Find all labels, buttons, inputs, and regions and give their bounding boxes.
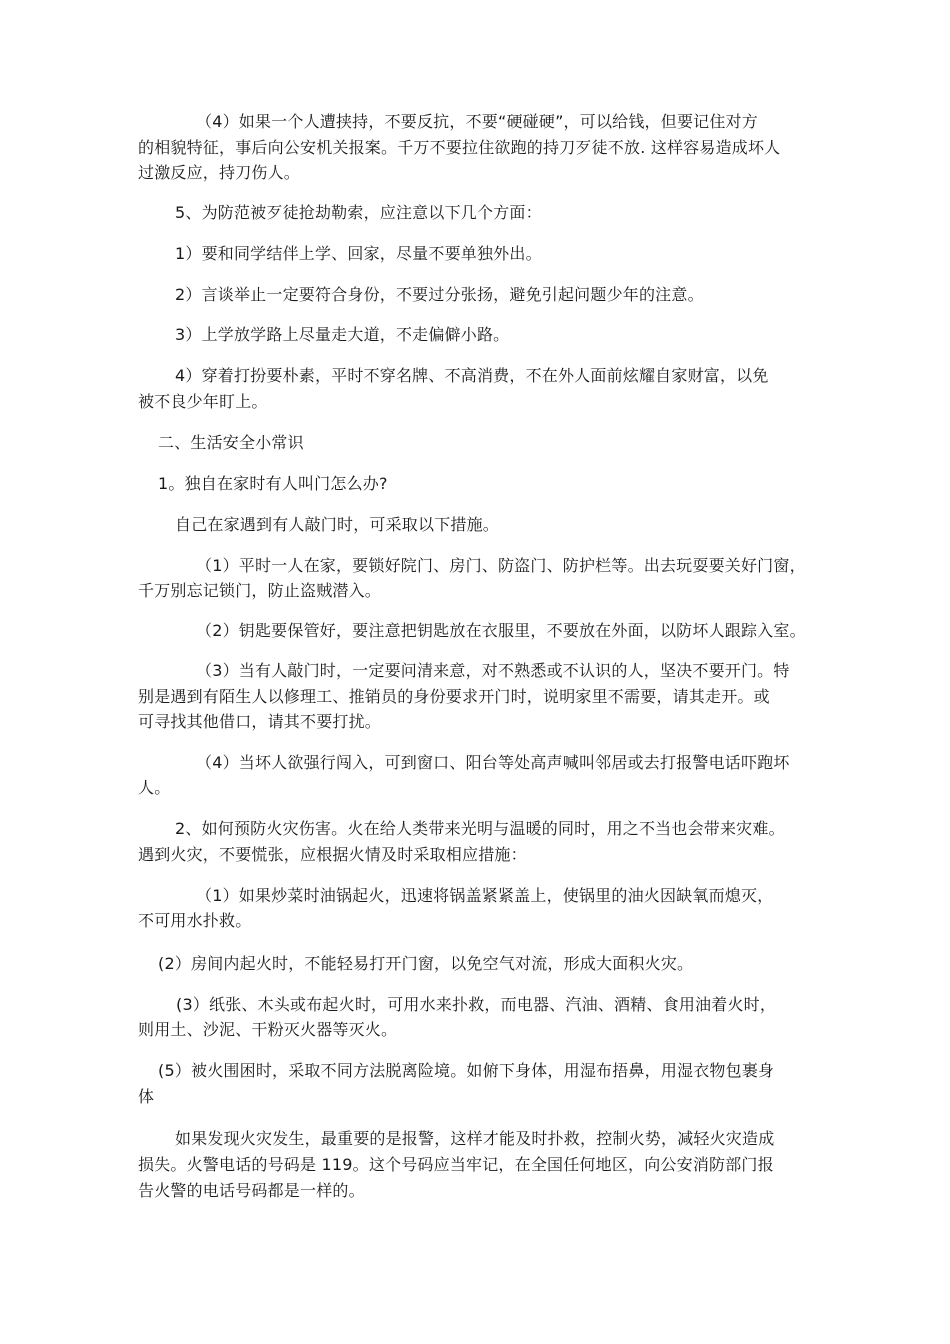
- text-line: 2）言谈举止一定要符合身份，不要过分张扬，避免引起问题少年的注意。: [175, 285, 704, 304]
- text-line: （1）平时一人在家，要锁好院门、房门、防盗门、防护栏等。出去玩耍要关好门窗，: [196, 556, 806, 575]
- text-line: 别是遇到有陌生人以修理工、推销员的身份要求开门时，说明家里不需要，请其走开。或: [138, 687, 770, 706]
- text-line: 则用土、沙泥、干粉灭火器等灭火。: [138, 1020, 398, 1039]
- text-line: （1）如果炒菜时油锅起火，迅速将锅盖紧紧盖上，使锅里的油火因缺氧而熄灭，: [196, 886, 774, 905]
- text-line: 人。: [138, 778, 171, 797]
- text-line: 1）要和同学结伴上学、回家，尽量不要单独外出。: [175, 244, 542, 263]
- text-line: 告火警的电话号码都是一样的。: [138, 1181, 365, 1200]
- text-line: 遇到火灾，不要慌张，应根据火情及时采取相应措施：: [138, 845, 527, 864]
- text-line: 3）上学放学路上尽量走大道，不走偏僻小路。: [175, 325, 510, 344]
- text-line: 过激反应，持刀伤人。: [138, 163, 301, 182]
- text-line: （4）如果一个人遭挟持，不要反抗，不要“硬碰硬”，可以给钱，但要记住对方: [196, 112, 758, 131]
- text-line: （3）当有人敲门时，一定要问清来意，对不熟悉或不认识的人，坚决不要开门。特: [196, 661, 790, 680]
- text-line: 体: [138, 1087, 155, 1106]
- text-line: 4）穿着打扮要朴素，平时不穿名牌、不高消费，不在外人面前炫耀自家财富，以免: [175, 366, 769, 385]
- text-line: （2）钥匙要保管好，要注意把钥匙放在衣服里，不要放在外面，以防坏人跟踪入室。: [196, 621, 806, 640]
- text-line: (5）被火围困时，采取不同方法脱离险境。如俯下身体，用湿布捂鼻，用湿衣物包裹身: [158, 1061, 775, 1080]
- text-line: 自己在家遇到有人敲门时，可采取以下措施。: [175, 515, 500, 534]
- text-line: (3）纸张、木头或布起火时，可用水来扑救，而电器、汽油、酒精、食用油着火时，: [176, 995, 777, 1014]
- text-line: 的相貌特征，事后向公安机关报案。千万不要拉住欲跑的持刀歹徒不放. 这样容易造成坏人: [138, 138, 781, 157]
- text-line: 被不良少年盯上。: [138, 392, 268, 411]
- text-line: 5、为防范被歹徒抢劫勒索，应注意以下几个方面：: [175, 203, 542, 222]
- text-line: 不可用水扑救。: [138, 911, 252, 930]
- text-line: 千万别忘记锁门，防止盗贼潜入。: [138, 581, 382, 600]
- text-line: 可寻找其他借口，请其不要打扰。: [138, 712, 382, 731]
- text-line: 如果发现火灾发生，最重要的是报警，这样才能及时扑救，控制火势，减轻火灾造成: [175, 1129, 775, 1148]
- subsection-heading: 2、如何预防火灾伤害。火在给人类带来光明与温暖的同时，用之不当也会带来灾难。: [175, 819, 785, 838]
- text-line: （4）当坏人欲强行闯入，可到窗口、阳台等处高声喊叫邻居或去打报警电话吓跑坏: [196, 753, 790, 772]
- text-line: (2）房间内起火时，不能轻易打开门窗，以免空气对流，形成大面积火灾。: [158, 954, 694, 973]
- text-line: 损失。火警电话的号码是 119。这个号码应当牢记，在全国任何地区，向公安消防部门报: [138, 1155, 774, 1174]
- section-heading: 二、生活安全小常识: [158, 433, 304, 452]
- subsection-heading: 1。独自在家时有人叫门怎么办?: [158, 474, 388, 493]
